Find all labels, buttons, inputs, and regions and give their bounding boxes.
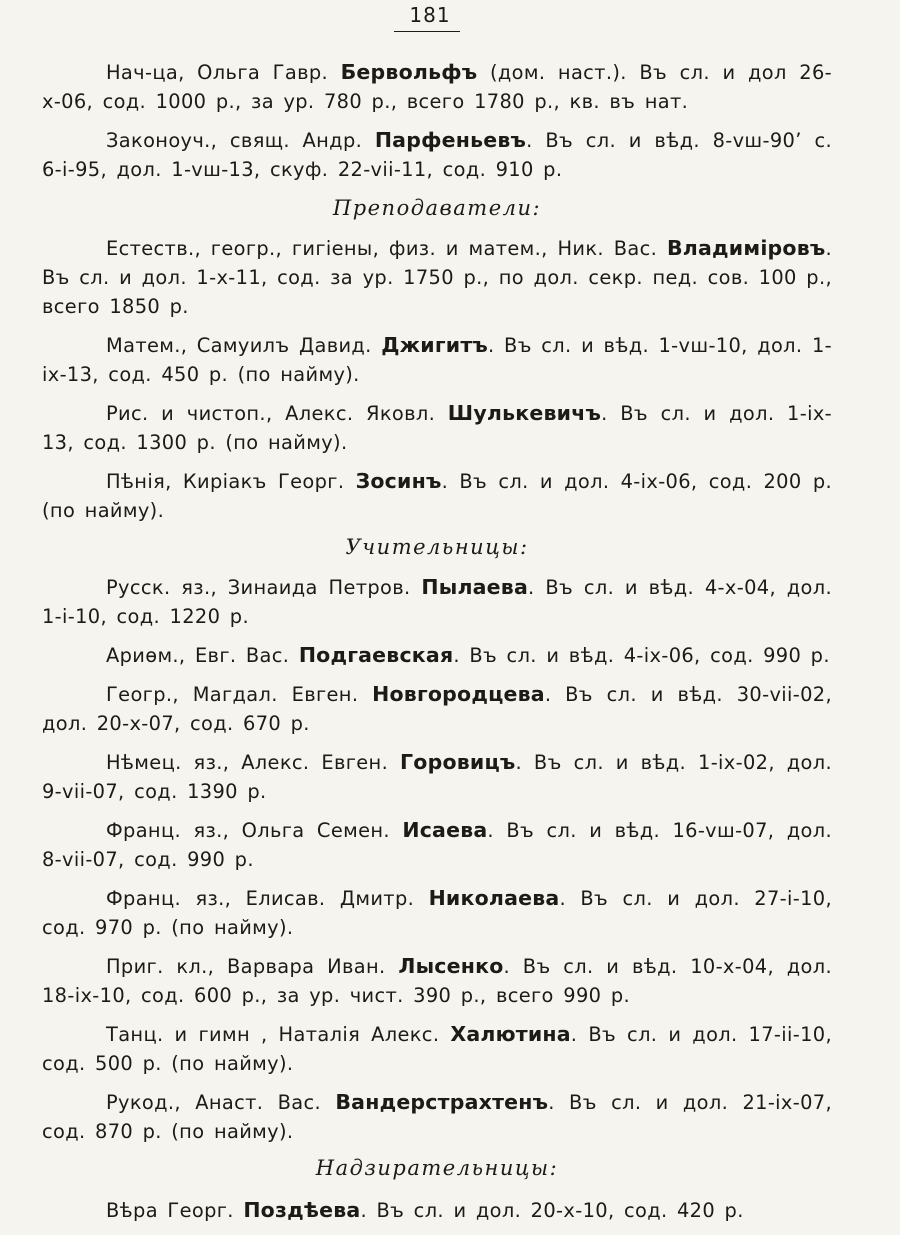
list-item: Рис. и чистоп., Алекс. Яковл. Шулькевичъ. Въ сл. и дол. 1-ix-13, сод. 1300 р. (по найму). [42,401,832,454]
list-item: Ариѳм., Евг. Вас. Подгаевская. Въ сл. и вѣд. 4-ix-06, сод. 990 р. [106,643,830,667]
list-item: Франц. яз., Елисав. Дмитр. Николаева. Въ сл. и дол. 27-i-10, сод. 970 р. (по найму). [42,886,832,939]
list-item: Пѣнія, Киріакъ Георг. Зосинъ. Въ сл. и дол. 4-ix-06, сод. 200 р. (по найму). [42,469,832,522]
list-item: Вѣра Георг. Поздѣева. Въ сл. и дол. 20-х-10, сод. 420 р. [106,1198,744,1222]
person-name: Зосинъ [355,469,442,493]
section-heading-supervisors: Надзирательницы: [315,1156,559,1180]
person-name: Николаева [428,886,560,910]
list-item: Геогр., Магдал. Евген. Новгородцева. Въ сл. и вѣд. 30-vii-02, дол. 20-х-07, сод. 670 р. [42,682,832,735]
administration-block [42,58,832,184]
list-item: Естеств., геогр., гигiены, физ. и матем., Ник. Вас. Владиміровъ. Въ сл. и дол. 1-х-11, сод. за ур. 1750 р., по дол. секр. пед. сов. 100 р., всего 1850 р. [42,236,832,318]
section-heading-female-teachers: Учительницы: [345,535,529,559]
page-number-rule [394,31,460,32]
person-name: Шулькевичъ [447,401,602,425]
person-name: Новгородцева [372,682,545,706]
person-name: Парфеньевъ [374,128,527,152]
female-teachers-block [42,573,832,1146]
person-name: Джигитъ [381,333,489,357]
person-name: Халютина [450,1022,571,1046]
person-name: Подгаевская [298,643,454,667]
list-item: Русск. яз., Зинаида Петров. Пылаева. Въ сл. и вѣд. 4-х-04, дол. 1-i-10, сод. 1220 р. [42,575,832,628]
section-heading-teachers: Преподаватели: [332,196,542,220]
list-item: Нѣмец. яз., Алекс. Евген. Горовицъ. Въ сл. и вѣд. 1-ix-02, дол. 9-vii-07, сод. 1390 р. [42,750,832,803]
list-item: Приг. кл., Варвара Иван. Лысенко. Въ сл. и вѣд. 10-х-04, дол. 18-ix-10, сод. 600 р., за ур. чист. 390 р., всего 990 р. [42,954,832,1007]
page-number: 181 [409,3,451,27]
entry-chaplain: Законоуч., свящ. Андр. Парфеньевъ. Въ сл. и вѣд. 8-vш-90’ с. 6-i-95, дол. 1-vш-13, скуф. 22-vii-11, сод. 910 р. [42,128,832,181]
list-item: Танц. и гимн , Наталія Алекс. Халютина. Въ сл. и дол. 17-ii-10, сод. 500 р. (по найму). [42,1022,832,1075]
list-item: Рукод., Анаст. Вас. Вандерстрахтенъ. Въ сл. и дол. 21-ix-07, сод. 870 р. (по найму). [42,1090,832,1143]
person-name: Владиміровъ [666,236,826,260]
entry-headmistress: Нач-ца, Ольга Гавр. Бервольфъ (дом. наст.). Въ сл. и дол 26-х-06, сод. 1000 р., за ур. 780 р., всего 1780 р., кв. въ нат. [42,60,832,113]
person-name: Бервольфъ [340,60,478,84]
person-name: Исаева [402,818,488,842]
person-name: Пылаева [421,575,528,599]
person-name: Вандерстрахтенъ [335,1090,549,1114]
person-name: Поздѣева [243,1198,361,1222]
list-item: Франц. яз., Ольга Семен. Исаева. Въ сл. и вѣд. 16-vш-07, дол. 8-vii-07, сод. 990 р. [42,818,832,871]
list-item: Матем., Самуилъ Давид. Джигитъ. Въ сл. и вѣд. 1-vш-10, дол. 1-ix-13, сод. 450 р. (по найму). [42,333,832,386]
teachers-block [42,234,832,525]
person-name: Лысенко [398,954,504,978]
staff-list [42,58,832,1235]
person-name: Горовицъ [400,750,516,774]
